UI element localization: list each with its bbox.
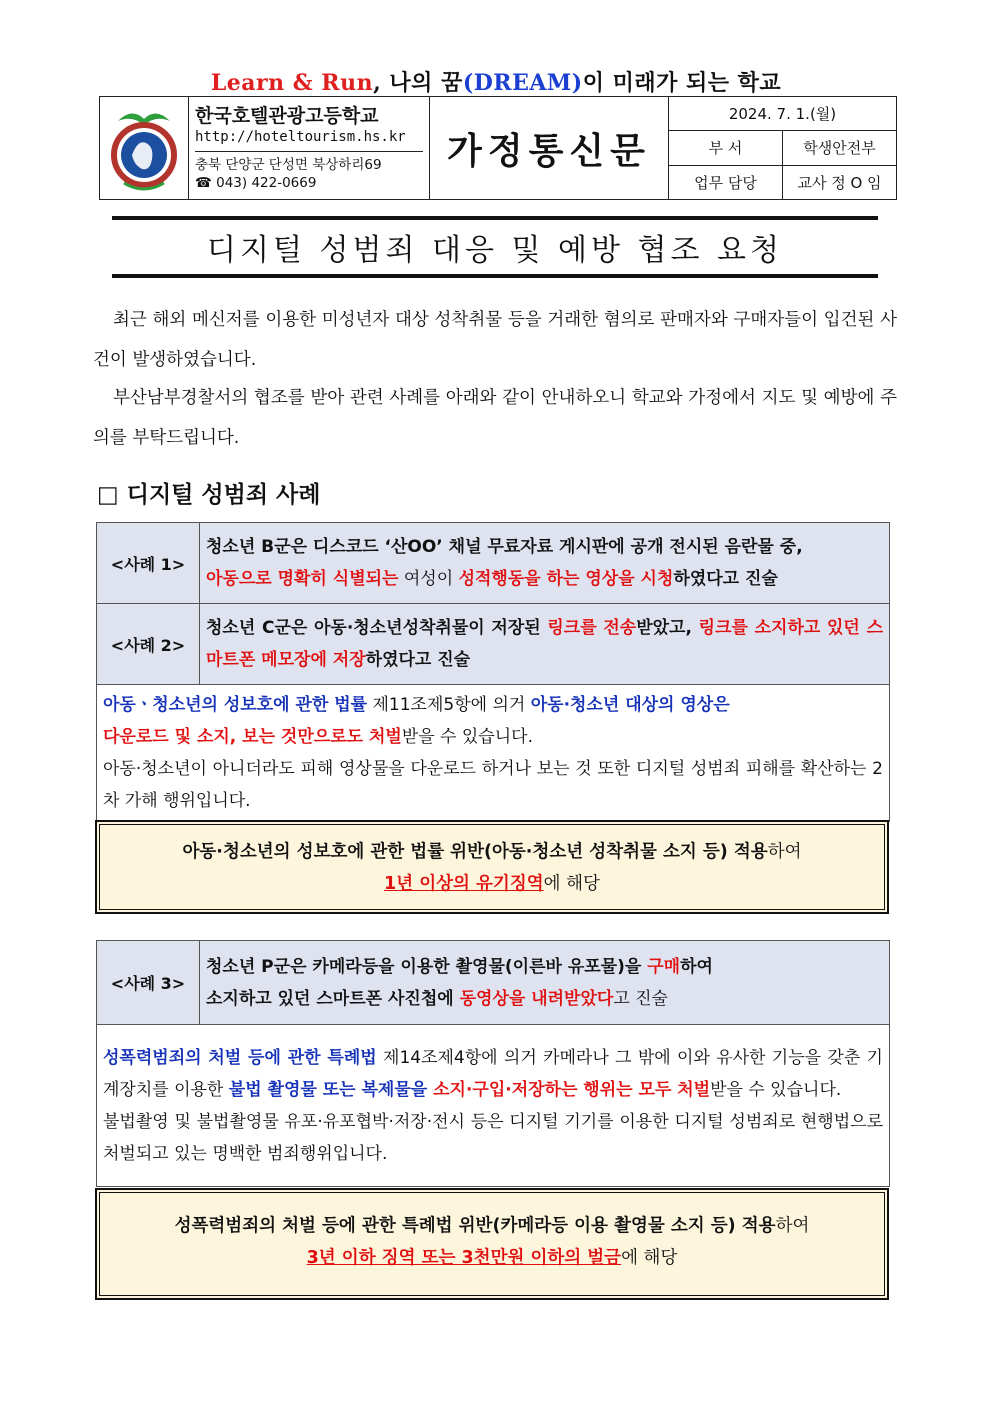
case-3-body: [200, 941, 890, 1025]
intro-paragraph-1: 최근 해외 메신저를 이용한 미성년자 대상 성착취물 등을 거래한 혐의로 판매자와 구매자들이 입건된 사건이 발생하였습니다.: [93, 310, 897, 370]
slogan-learn-run: Learn & Run: [210, 70, 374, 96]
case-3-highlight-b: 동영상을 내려받았다: [459, 988, 614, 1009]
penalty-box-1: [95, 820, 889, 914]
case-2-highlight-b: 링크를 소지하고 있던 스마트폰 메모장에 저장: [206, 618, 883, 670]
law-2-highlight-a: 불법 촬영물 또는 복제물을: [228, 1079, 434, 1100]
law-2-name: 성폭력범죄의 처벌 등에 관한 특례법: [103, 1047, 377, 1068]
case-table-3: [96, 940, 890, 1187]
school-name: 한국호텔관광고등학교: [195, 104, 379, 127]
law-1-highlight-b: 다운로드 및 소지, 보는 것만으로도 처벌: [103, 727, 402, 747]
issue-date: 2024. 7. 1.(월): [669, 97, 897, 131]
newsletter-title: 가정통신문: [447, 129, 651, 172]
case-2-label: <사례 2>: [97, 604, 200, 685]
law-2-text-a: 제14조제4항에 의거 카메라나 그 밖에 이와 유사한 기능을 갖춘 기계장치를 이용한: [103, 1047, 883, 1100]
section-heading: □ 디지털 성범죄 사례: [97, 482, 321, 508]
case-1-text-a: 청소년 B군은 디스코드 ‘산OO’ 채널 무료자료 게시판에 공개 전시된 음란물 중,: [206, 537, 803, 557]
penalty-2-text-b: 에 해당: [621, 1248, 678, 1268]
school-logo-icon: [104, 103, 184, 193]
slogan-rest: 이 미래가 되는 학교: [582, 70, 782, 96]
dept-label: 부 서: [669, 131, 783, 165]
case-3-text-a: 청소년 P군은 카메라등을 이용한 촬영물(이른바 유포물)을: [206, 956, 648, 977]
law-1-highlight-a: 아동·청소년 대상의 영상은: [530, 695, 730, 715]
law-1-explanation: [97, 685, 890, 822]
case-2-text-c: 하였다고 진술: [365, 650, 471, 670]
case-2-text-a: 청소년 C군은 아동·청소년성착취물이 저장된: [206, 618, 548, 638]
law-2-highlight-b: 소지·구입·저장하는 행위는 모두 처벌: [433, 1079, 711, 1100]
school-url-link[interactable]: http://hoteltourism.hs.kr: [195, 128, 406, 145]
school-address: 충북 단양군 단성면 북상하리69: [195, 156, 382, 173]
law-1-text-b: 받을 수 있습니다.: [401, 727, 533, 747]
law-2-text-c: 불법촬영 및 불법촬영물 유포·유포협박·저장·전시 등은 디지털 기기를 이용한 디지털 성범죄로 현행법으로 처벌되고 있는 명백한 범죄행위입니다.: [103, 1111, 883, 1164]
case-1-text-b: 여성이: [398, 569, 459, 589]
slogan-my-dream: , 나의 꿈: [373, 70, 463, 96]
case-3-text-b: 하여: [680, 956, 713, 977]
case-table-1-2: [96, 522, 890, 822]
case-1-highlight-a: 아동으로 명확히 식별되는: [206, 569, 399, 589]
logo-cell: [100, 97, 189, 200]
penalty-1-text-b: 에 해당: [543, 874, 600, 894]
law-2-explanation: [97, 1025, 890, 1187]
case-2-body: [200, 604, 890, 685]
penalty-box-2: [95, 1188, 889, 1300]
penalty-1-text-a: 하여: [767, 842, 802, 862]
intro-paragraph-2: 부산남부경찰서의 협조를 받아 관련 사례를 아래와 같이 안내하오니 학교와 가정에서 지도 및 예방에 주의를 부탁드립니다.: [93, 388, 897, 448]
slogan: [0, 66, 992, 97]
case-2-highlight-a: 링크를 전송: [547, 618, 637, 638]
law-1-text-a: 제11조제5항에 의거: [367, 695, 531, 715]
document-title-box: [112, 216, 878, 278]
case-1-text-c: 하였다고 진술: [673, 569, 778, 589]
case-3-text-c: 소지하고 있던 스마트폰 사진첩에: [206, 988, 460, 1009]
case-1-highlight-b: 성적행동을 하는 영상을 시청: [458, 569, 674, 589]
penalty-2-sentence: 3년 이하 징역 또는 3천만원 이하의 벌금: [306, 1248, 622, 1268]
phone-icon: ☎: [195, 174, 212, 191]
law-2-text-b: 받을 수 있습니다.: [710, 1079, 842, 1100]
case-1-label: <사례 1>: [97, 523, 200, 604]
law-1-text-c: 아동·청소년이 아니더라도 피해 영상물을 다운로드 하거나 보는 것 또한 디지털 성범죄 피해를 확산하는 2차 가해 행위입니다.: [103, 759, 883, 811]
dept-value: 학생안전부: [783, 131, 897, 165]
staff-value: 교사 정 O 임: [783, 165, 897, 199]
penalty-1-law: 아동·청소년의 성보호에 관한 법률 위반(아동·청소년 성착취물 소지 등) 적용: [182, 842, 768, 862]
staff-label: 업무 담당: [669, 165, 783, 199]
slogan-dream: (DREAM): [462, 70, 583, 96]
newsletter-title-cell: [430, 97, 669, 200]
case-2-text-b: 받았고,: [636, 618, 699, 638]
penalty-1-sentence: 1년 이상의 유기징역: [384, 874, 544, 894]
penalty-2-text-a: 하여: [775, 1216, 810, 1236]
case-1-body: [200, 523, 890, 604]
school-info-cell: [189, 97, 430, 200]
document-title: 디지털 성범죄 대응 및 예방 협조 요청: [207, 233, 783, 268]
school-phone: 043) 422-0669: [216, 174, 317, 191]
newsletter-header: [99, 96, 897, 200]
case-3-text-d: 고 진술: [613, 988, 668, 1009]
law-1-name: 아동ㆍ청소년의 성보호에 관한 법률: [103, 695, 368, 715]
penalty-2-law: 성폭력범죄의 처벌 등에 관한 특례법 위반(카메라등 이용 촬영물 소지 등) 적용: [174, 1216, 776, 1236]
case-3-label: <사례 3>: [97, 941, 200, 1025]
case-3-highlight-a: 구매: [647, 956, 681, 977]
